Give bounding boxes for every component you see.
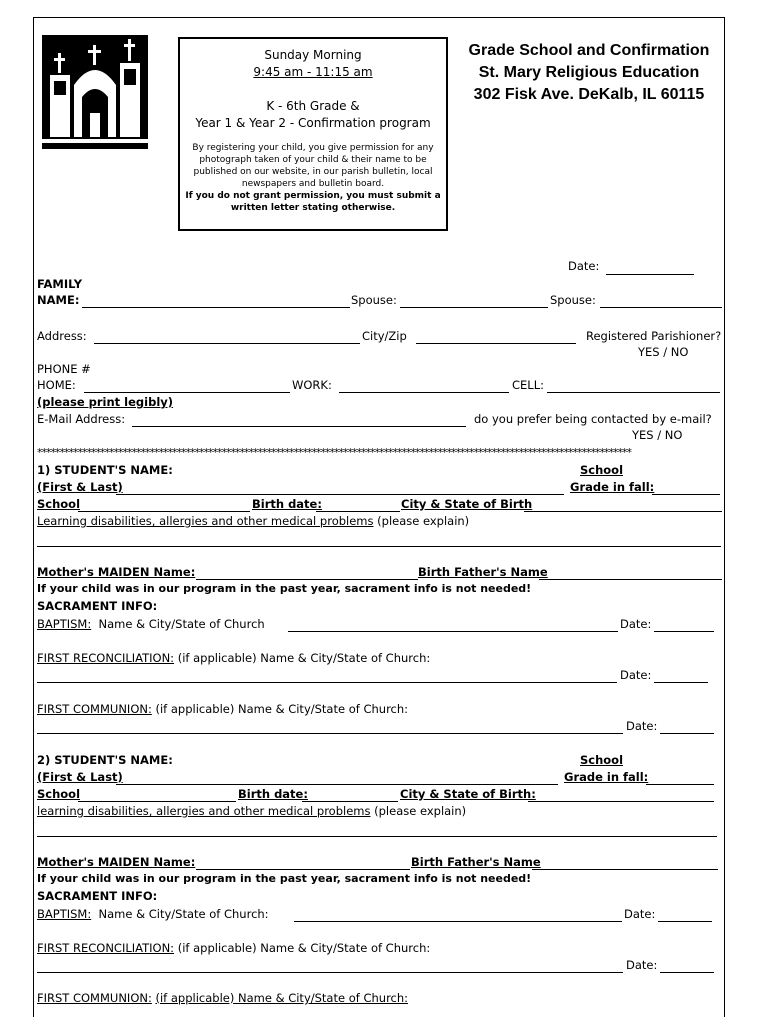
student1-birthdate-label: Birth date: [252, 497, 322, 511]
student1-birthplace-label: City & State of Birth [401, 497, 533, 511]
student2-medical-label [37, 804, 466, 818]
student1-explain-text: (please explain) [377, 514, 470, 528]
student1-school-field[interactable] [78, 511, 250, 512]
student1-communion-date-label: Date: [626, 719, 658, 733]
student2-school-label: School [37, 787, 81, 801]
schedule-box [178, 37, 448, 231]
student1-birthplace-field[interactable] [524, 511, 722, 512]
student1-reconciliation-rest: (if applicable) Name & City/State of Church: [177, 651, 431, 665]
student2-baptism-rest: Name & City/State of Church: [98, 907, 269, 921]
student2-birthplace-field[interactable] [528, 801, 714, 802]
student2-school-header: School [580, 753, 624, 767]
registered-yes-no[interactable]: YES / NO [638, 345, 689, 359]
student2-father-field[interactable] [532, 869, 718, 870]
student2-reconciliation-date-field[interactable] [660, 972, 714, 973]
student2-reconciliation-text: FIRST RECONCILIATION: [37, 941, 175, 955]
church-logo-icon [42, 35, 148, 149]
student1-birthdate-field[interactable] [316, 511, 400, 512]
student2-baptism-label [37, 907, 269, 921]
date-label: Date: [568, 259, 600, 273]
schedule-program: Year 1 & Year 2 - Confirmation program [195, 116, 431, 130]
student1-title: 1) STUDENT'S NAME: [37, 463, 173, 477]
email-label: E-Mail Address: [37, 412, 126, 426]
student2-father-label: Birth Father's Name [411, 855, 541, 869]
header-line-3: 302 Fisk Ave. DeKalb, IL 60115 [473, 86, 705, 103]
date-field[interactable] [606, 274, 694, 275]
spouse-field-2[interactable] [600, 307, 722, 308]
permission-text: By registering your child, you give permission for any photograph taken of your child & their name to be published on our website, in our parish bulletin, local newspapers and bulletin board. [192, 143, 434, 189]
student2-birthplace-label: City & State of Birth: [400, 787, 536, 801]
schedule-time: 9:45 am - 11:15 am [253, 65, 373, 79]
header-line-1: Grade School and Confirmation [468, 42, 710, 59]
work-phone-field[interactable] [339, 392, 509, 393]
cityzip-field[interactable] [416, 343, 576, 344]
schedule-grades: K - 6th Grade & [266, 99, 360, 113]
print-legibly-text: (please print legibly) [37, 395, 174, 409]
cell-phone-field[interactable] [547, 392, 720, 393]
spouse-field-1[interactable] [400, 307, 548, 308]
email-yes-no[interactable]: YES / NO [632, 428, 683, 442]
student2-name-field[interactable] [116, 784, 558, 785]
student2-sacrament-label: SACRAMENT INFO: [37, 889, 158, 903]
family-label: FAMILY [37, 277, 83, 291]
student1-baptism-date-label: Date: [620, 617, 652, 631]
student1-grade-label: Grade in fall: [570, 480, 655, 494]
print-legibly-note [37, 395, 173, 409]
schedule-day: Sunday Morning [264, 48, 362, 62]
registration-form [33, 17, 725, 1017]
student1-medical-text: Learning disabilities, allergies and other medical problems [37, 514, 374, 528]
student1-reconciliation-label [37, 651, 430, 665]
student2-explain-text: (please explain) [374, 804, 467, 818]
student1-mother-field[interactable] [196, 579, 418, 580]
student2-baptism-text: BAPTISM: [37, 907, 92, 921]
address-field[interactable] [94, 343, 360, 344]
registered-label: Registered Parishioner? [586, 329, 722, 343]
student2-mother-label: Mother's MAIDEN Name: [37, 855, 196, 869]
student2-reconciliation-label [37, 941, 430, 955]
name-label: NAME: [37, 293, 80, 307]
student1-communion-label [37, 702, 408, 716]
student1-baptism-field[interactable] [288, 631, 618, 632]
student1-baptism-date-field[interactable] [654, 631, 714, 632]
student1-first-last: (First & Last) [37, 480, 123, 494]
student1-reconciliation-field[interactable] [37, 682, 617, 683]
student1-medical-field[interactable] [37, 546, 721, 547]
email-preference-label: do you prefer being contacted by e-mail? [474, 412, 712, 426]
student1-reconciliation-date-label: Date: [620, 668, 652, 682]
school-header [454, 40, 724, 106]
student1-name-field[interactable] [116, 494, 564, 495]
student1-reconciliation-date-field[interactable] [654, 682, 708, 683]
student2-medical-text: learning disabilities, allergies and other medical problems [37, 804, 371, 818]
student1-school-label: School [37, 497, 81, 511]
student1-grade-field[interactable] [652, 494, 720, 495]
student2-mother-field[interactable] [196, 869, 410, 870]
cell-label: CELL: [512, 378, 544, 392]
student2-grade-label: Grade in fall: [564, 770, 649, 784]
student1-medical-label [37, 514, 469, 528]
student2-medical-field[interactable] [37, 836, 717, 837]
student2-baptism-field[interactable] [294, 921, 622, 922]
student1-communion-date-field[interactable] [660, 733, 714, 734]
student2-reconciliation-rest: (if applicable) Name & City/State of Church: [177, 941, 431, 955]
home-phone-field[interactable] [84, 392, 290, 393]
student2-communion-rest: (if applicable) Name & City/State of Church: [155, 991, 409, 1005]
address-label: Address: [37, 329, 87, 343]
family-name-field[interactable] [82, 307, 350, 308]
student1-mother-label: Mother's MAIDEN Name: [37, 565, 196, 579]
student2-reconciliation-field[interactable] [37, 972, 623, 973]
student2-title: 2) STUDENT'S NAME: [37, 753, 173, 767]
student2-first-last: (First & Last) [37, 770, 123, 784]
student2-communion-text: FIRST COMMUNION: [37, 991, 152, 1005]
student1-father-field[interactable] [539, 579, 722, 580]
student1-school-header: School [580, 463, 624, 477]
student1-note: If your child was in our program in the past year, sacrament info is not needed! [37, 582, 532, 595]
student2-grade-field[interactable] [646, 784, 714, 785]
work-label: WORK: [292, 378, 332, 392]
separator-line: ************************************************************************************************************************************ [37, 446, 631, 459]
header-line-2: St. Mary Religious Education [478, 64, 700, 81]
student1-baptism-text: BAPTISM: [37, 617, 92, 631]
student1-baptism-label [37, 617, 265, 631]
spouse-label-1: Spouse: [351, 293, 397, 307]
cityzip-label: City/Zip [362, 329, 407, 343]
student1-sacrament-label: SACRAMENT INFO: [37, 599, 158, 613]
student1-communion-field[interactable] [37, 733, 623, 734]
student2-baptism-date-field[interactable] [658, 921, 712, 922]
student1-communion-rest: (if applicable) Name & City/State of Church: [155, 702, 409, 716]
student1-father-label: Birth Father's Name [418, 565, 548, 579]
student2-note: If your child was in our program in the past year, sacrament info is not needed! [37, 872, 532, 885]
email-field[interactable] [132, 426, 466, 427]
home-label: HOME: [37, 378, 76, 392]
student1-baptism-rest: Name & City/State of Church [98, 617, 265, 631]
student1-communion-text: FIRST COMMUNION: [37, 702, 152, 716]
student2-communion-label [37, 991, 408, 1005]
permission-note: If you do not grant permission, you must submit a written letter stating otherwise. [185, 191, 441, 213]
phone-label: PHONE # [37, 362, 91, 376]
spouse-label-2: Spouse: [550, 293, 596, 307]
student2-baptism-date-label: Date: [624, 907, 656, 921]
student2-reconciliation-date-label: Date: [626, 958, 658, 972]
student1-reconciliation-text: FIRST RECONCILIATION: [37, 651, 175, 665]
student2-birthdate-label: Birth date: [238, 787, 308, 801]
student2-birthdate-field[interactable] [302, 801, 398, 802]
student2-school-field[interactable] [78, 801, 236, 802]
